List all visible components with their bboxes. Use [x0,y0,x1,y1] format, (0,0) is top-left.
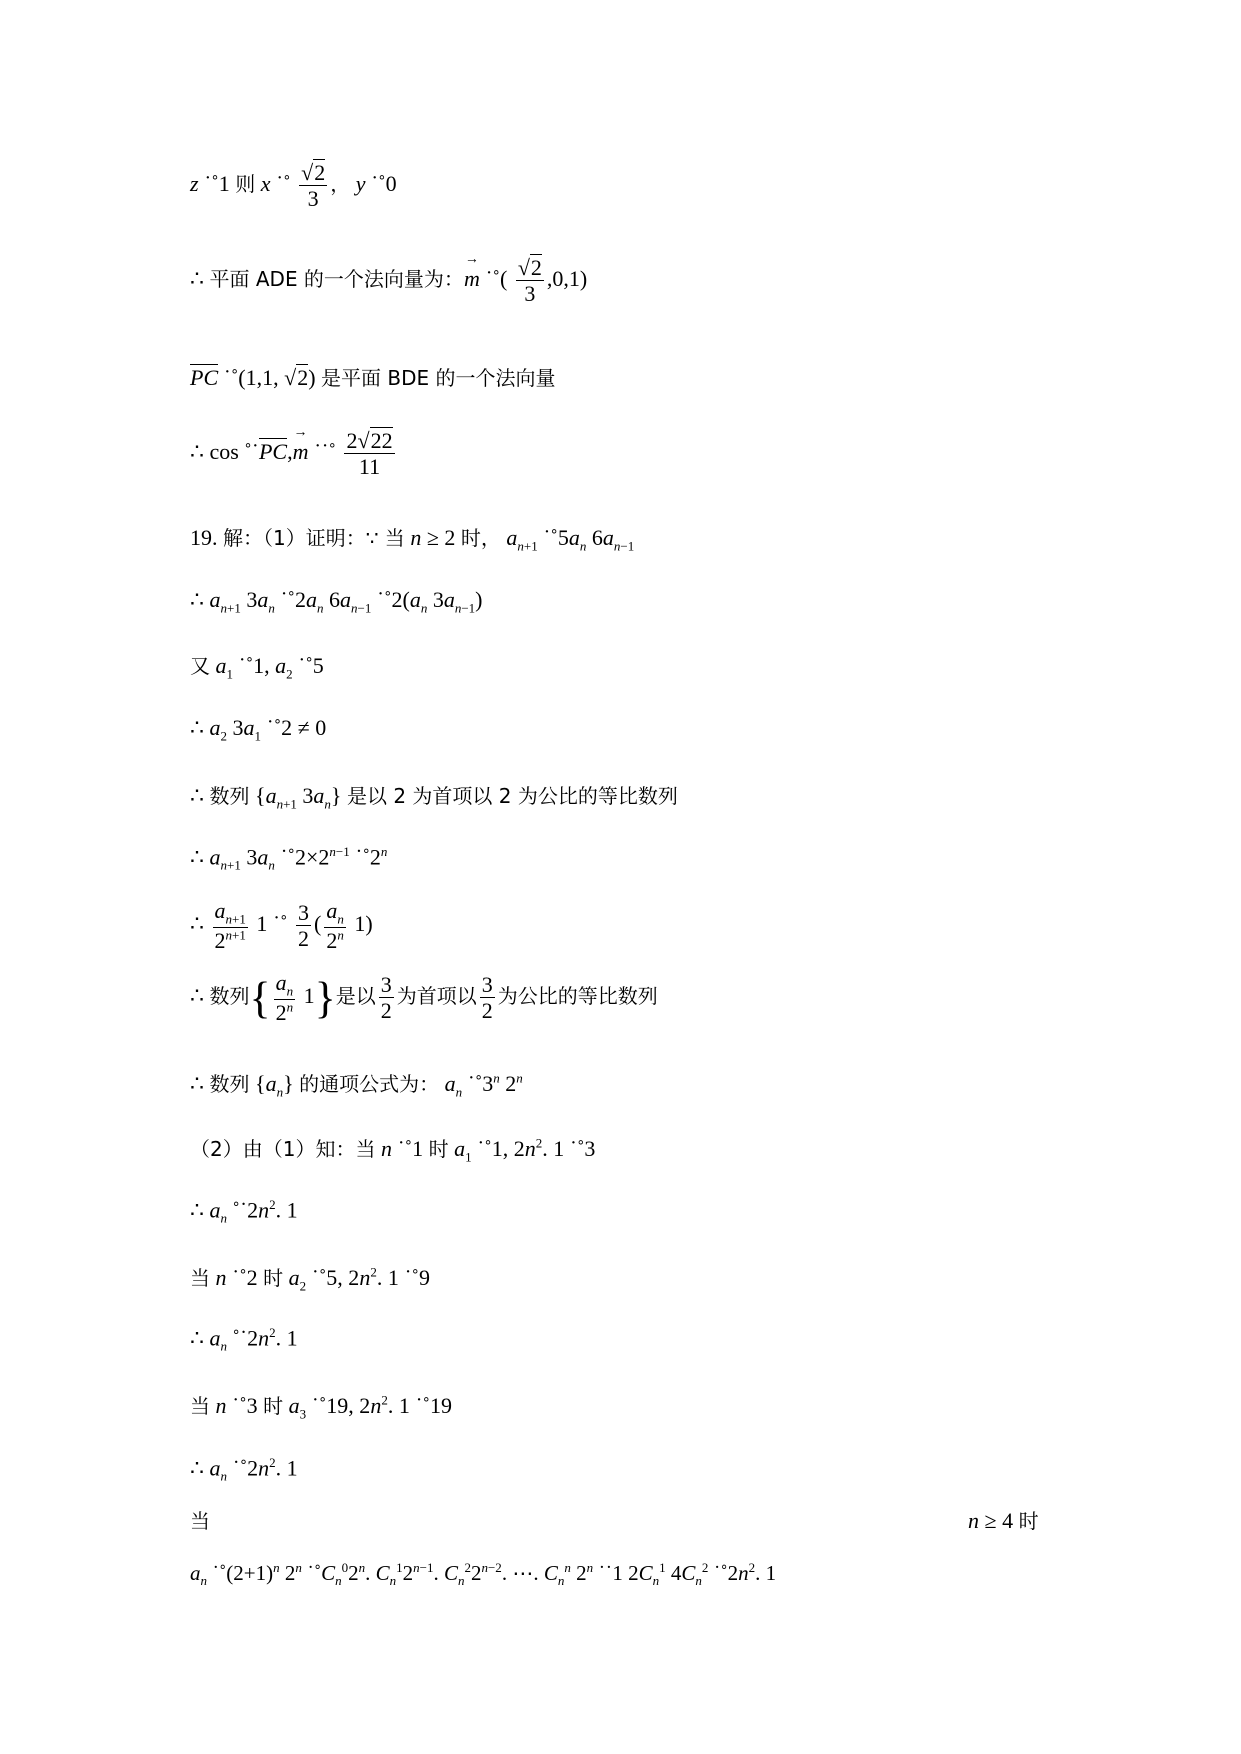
solution-line-12: ∴ 数列{ $\frac{a_n}{2^n}$ 1}是以 $\frac{3}{2}$ 为首项以 $\frac{3}{2}$ 为公比的等比数列 [190,970,658,1026]
solution-line-5: 19. 解：（1）证明：∵ 当 n ≥ 2 时， $a_{n+1}$ $˙˚5a_n$ $6a_{n-1}$ [190,525,635,554]
solution-line-20-start: 当 [190,1509,210,1533]
solution-line-21: $a_n$ $˙˚(2+1)^n$ 2$^n$ $˙˚C_n^02^n$. $C_n^12^{n-1}$. $C_n^22^{n-2}$. ⋯. $C_n^n$ 2$^n$ ˙˙1 $2C_n^1$ $4C_n^2$ $˙˚2n^2$. 1 [190,1560,777,1589]
solution-line-18: 当 n ˙˚3 时 $a_3$ ˙˚19, $2n^2$. 1 ˙˚19 [190,1392,452,1422]
solution-line-4: ∴ cos ˚˙PC,m → ˙˙˚ $\frac{2√22}{11}$ [190,428,398,480]
solution-line-17: ∴ $a_n$ $˚˙2n^2$. 1 [190,1325,298,1354]
solution-line-20-end: n ≥ 4 时 [968,1508,1039,1533]
solution-line-2: ∴ 平面 ADE 的一个法向量为：m → ˙˚( $\frac{√2}{3}$ ,0,1) [190,255,587,307]
solution-line-13: ∴ 数列 $\{a_n\}$ 的通项公式为： $a_n$ ˙˚3$^n$ 2$^n$ [190,1070,523,1100]
solution-line-10: ∴ $a_{n+1}$ $3a_n$ $˙˚2\times 2^{n-1}$ ˙˚2$^n$ [190,844,388,873]
solution-line-16: 当 n ˙˚2 时 $a_2$ ˙˚5, $2n^2$. 1 ˙˚9 [190,1264,430,1294]
solution-line-1: z ˙˚1 则 x ˙˚ $\frac{√2}{3}$ ， y ˙˚0 [190,160,397,212]
solution-line-7: 又 $a_1$ ˙˚1, $a_2$ ˙˚5 [190,653,324,682]
solution-line-15: ∴ $a_n$ $˚˙2n^2$. 1 [190,1197,298,1226]
solution-line-8: ∴ $a_2$ $3a_1$ ˙˚2 ≠ 0 [190,715,327,744]
solution-line-19: ∴ $a_n$ $˙˚2n^2$. 1 [190,1455,298,1484]
solution-line-11: ∴ $\frac{a_{n+1}}{2^{n+1}}$ 1 ˙˚ $\frac{3}{2}$ ( $\frac{a_n}{2^n}$ 1) [190,898,373,954]
solution-line-3: PC ˙˚(1,1, √2) 是平面 BDE 的一个法向量 [190,365,556,390]
solution-line-9: ∴ 数列 {$a_{n+1}$ $3a_n$} 是以 2 为首项以 2 为公比的等比数列 [190,783,678,812]
solution-line-14: （2）由（1）知：当 n ˙˚1 时 $a_1$ ˙˚1, $2n^2$. 1 ˙˚3 [190,1135,596,1165]
solution-line-6: ∴ $a_{n+1}$ $3a_n$ $˙˚2a_n$ $6a_{n-1}$ $˙˚2(a_n$ $3a_{n-1}$) [190,587,483,616]
